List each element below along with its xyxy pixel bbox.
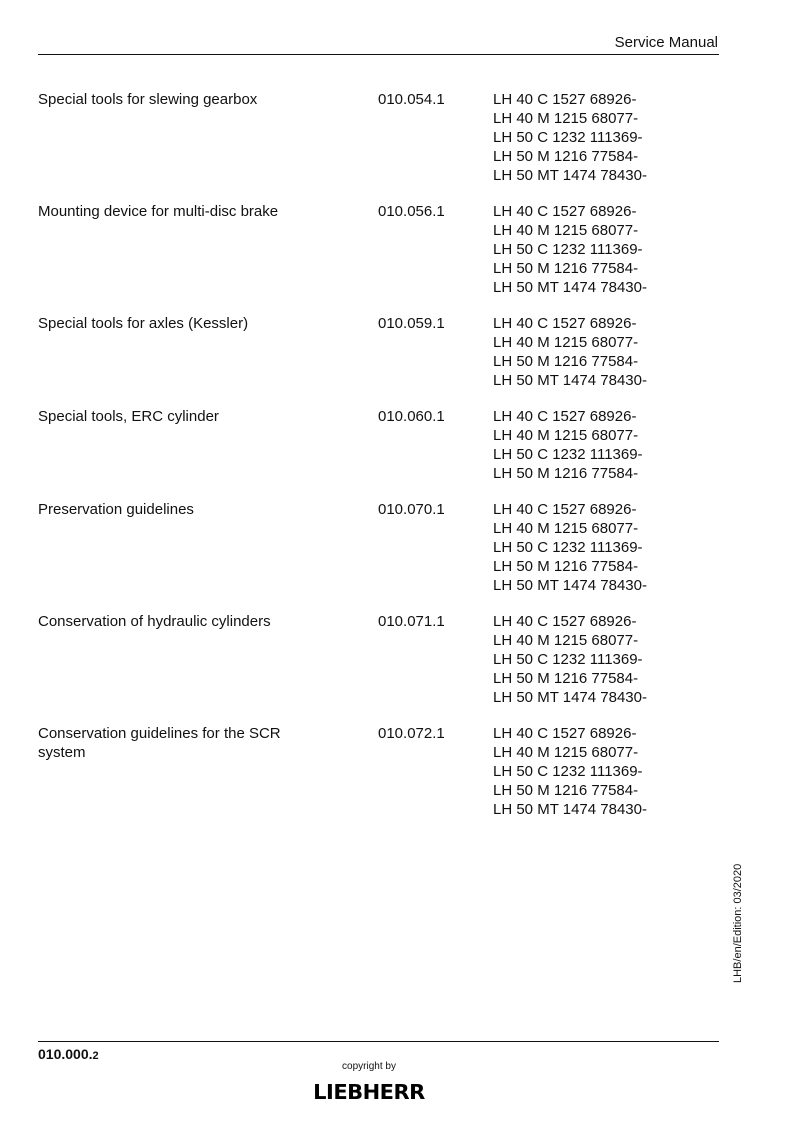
model-line: LH 50 M 1216 77584- — [493, 353, 639, 370]
page-number — [38, 1046, 99, 1062]
entry-models — [493, 202, 647, 297]
copyright-label: copyright by — [342, 1061, 396, 1072]
model-line: LH 50 C 1232 111369- — [493, 763, 643, 780]
model-line: LH 40 C 1527 68926- — [493, 408, 637, 425]
entry-code: 010.072.1 — [378, 725, 445, 742]
model-line: LH 50 C 1232 111369- — [493, 446, 643, 463]
model-line: LH 50 MT 1474 78430- — [493, 801, 647, 818]
list-item — [38, 202, 719, 314]
model-line: LH 40 M 1215 68077- — [493, 427, 639, 444]
entry-models — [493, 407, 643, 483]
model-line: LH 50 M 1216 77584- — [493, 670, 639, 687]
list-item — [38, 407, 719, 500]
entry-models — [493, 314, 647, 390]
model-line: LH 40 M 1215 68077- — [493, 334, 639, 351]
list-item — [38, 500, 719, 612]
model-line: LH 50 M 1216 77584- — [493, 782, 639, 799]
entry-models — [493, 724, 647, 819]
model-line: LH 40 M 1215 68077- — [493, 520, 639, 537]
model-line: LH 50 MT 1474 78430- — [493, 577, 647, 594]
entry-code: 010.054.1 — [378, 91, 445, 108]
header-title: Service Manual — [614, 34, 718, 51]
model-line: LH 40 C 1527 68926- — [493, 203, 637, 220]
list-item — [38, 724, 719, 836]
model-line: LH 50 M 1216 77584- — [493, 148, 639, 165]
list-item — [38, 90, 719, 202]
model-line: LH 50 M 1216 77584- — [493, 465, 639, 482]
liebherr-logo: LIEBHERR — [313, 1080, 425, 1104]
entry-title: Special tools, ERC cylinder — [38, 408, 219, 425]
entry-title: Conservation guidelines for the SCR system — [38, 725, 281, 761]
entry-models — [493, 500, 647, 595]
model-line: LH 40 M 1215 68077- — [493, 632, 639, 649]
entry-title: Preservation guidelines — [38, 501, 194, 518]
model-line: LH 50 C 1232 111369- — [493, 651, 643, 668]
entry-title: Conservation of hydraulic cylinders — [38, 613, 271, 630]
model-line: LH 50 MT 1474 78430- — [493, 279, 647, 296]
model-line: LH 40 C 1527 68926- — [493, 91, 637, 108]
model-line: LH 40 M 1215 68077- — [493, 110, 639, 127]
edition-label: LHB/en/Edition: 03/2020 — [732, 863, 744, 983]
entry-code: 010.071.1 — [378, 613, 445, 630]
page-number-suffix: 2 — [92, 1050, 99, 1062]
model-line: LH 40 M 1215 68077- — [493, 222, 639, 239]
entry-title: Special tools for slewing gearbox — [38, 91, 258, 108]
entry-code: 010.056.1 — [378, 203, 445, 220]
header-divider — [38, 54, 719, 55]
list-item — [38, 612, 719, 724]
entry-title: Special tools for axles (Kessler) — [38, 315, 249, 332]
model-line: LH 50 C 1232 111369- — [493, 241, 643, 258]
list-item — [38, 314, 719, 407]
entry-models — [493, 90, 647, 185]
model-line: LH 50 MT 1474 78430- — [493, 167, 647, 184]
model-line: LH 50 MT 1474 78430- — [493, 689, 647, 706]
entry-title: Mounting device for multi-disc brake — [38, 203, 279, 220]
model-line: LH 50 MT 1474 78430- — [493, 372, 647, 389]
model-line: LH 40 M 1215 68077- — [493, 744, 639, 761]
entry-models — [493, 612, 647, 707]
page-number-main: 010.000. — [38, 1046, 93, 1062]
model-line: LH 50 M 1216 77584- — [493, 260, 639, 277]
model-line: LH 40 C 1527 68926- — [493, 725, 637, 742]
footer-divider — [38, 1041, 719, 1042]
model-line: LH 50 M 1216 77584- — [493, 558, 639, 575]
model-line: LH 50 C 1232 111369- — [493, 129, 643, 146]
model-line: LH 50 C 1232 111369- — [493, 539, 643, 556]
model-line: LH 40 C 1527 68926- — [493, 501, 637, 518]
entry-code: 010.060.1 — [378, 408, 445, 425]
entry-code: 010.070.1 — [378, 501, 445, 518]
entry-code: 010.059.1 — [378, 315, 445, 332]
model-line: LH 40 C 1527 68926- — [493, 613, 637, 630]
model-line: LH 40 C 1527 68926- — [493, 315, 637, 332]
